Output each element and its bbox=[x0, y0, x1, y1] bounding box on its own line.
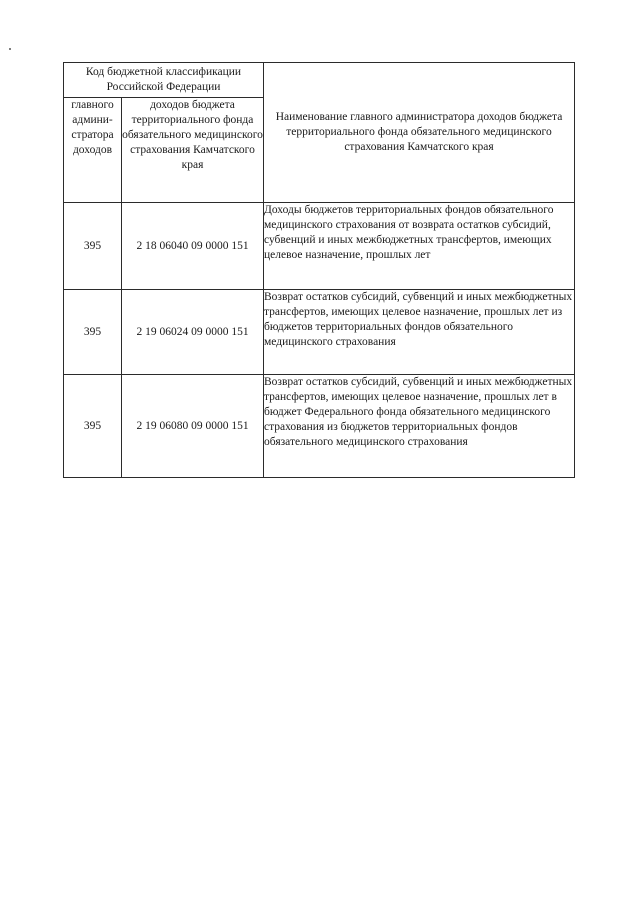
income-code-cell: 2 19 06024 09 0000 151 bbox=[122, 290, 264, 375]
table-row bbox=[64, 203, 575, 290]
table-row bbox=[64, 375, 575, 478]
income-name-cell: Возврат остатков субсидий, субвенций и иных межбюджетных трансфертов, имеющих целевое назначение, прошлых лет из бюджетов территориальных фондов обязательного медицинского страхования bbox=[264, 290, 575, 375]
income-code-cell: 2 18 06040 09 0000 151 bbox=[122, 203, 264, 290]
admin-code-cell: 395 bbox=[64, 375, 122, 478]
header-administrator-name: Наименование главного администратора доходов бюджета территориального фонда обязательного медицинского страхования Камчатского края bbox=[264, 63, 575, 203]
income-name-cell: Доходы бюджетов территориальных фондов обязательного медицинского страхования от возврата остатков субсидий, субвенций и иных межбюджетных трансфертов, имеющих целевое назначение, прошлых лет bbox=[264, 203, 575, 290]
admin-code-cell: 395 bbox=[64, 290, 122, 375]
header-budget-classification-code: Код бюджетной классификации Российской Федерации bbox=[64, 63, 264, 98]
table-row bbox=[64, 290, 575, 375]
header-fund-income: доходов бюджета территориального фонда обязательного медицинского страхования Камчатского края bbox=[122, 98, 264, 203]
table-header-row bbox=[64, 63, 575, 98]
admin-code-cell: 395 bbox=[64, 203, 122, 290]
scan-speck bbox=[9, 48, 11, 50]
header-main-administrator: главного админи-стратора доходов bbox=[64, 98, 122, 203]
income-code-cell: 2 19 06080 09 0000 151 bbox=[122, 375, 264, 478]
income-name-cell: Возврат остатков субсидий, субвенций и иных межбюджетных трансфертов, имеющих целевое назначение, прошлых лет в бюджет Федерального фонда обязательного медицинского страхования из бюджетов территориальных фондов обязательного медицинского страхования bbox=[264, 375, 575, 478]
budget-classification-table bbox=[63, 62, 575, 478]
